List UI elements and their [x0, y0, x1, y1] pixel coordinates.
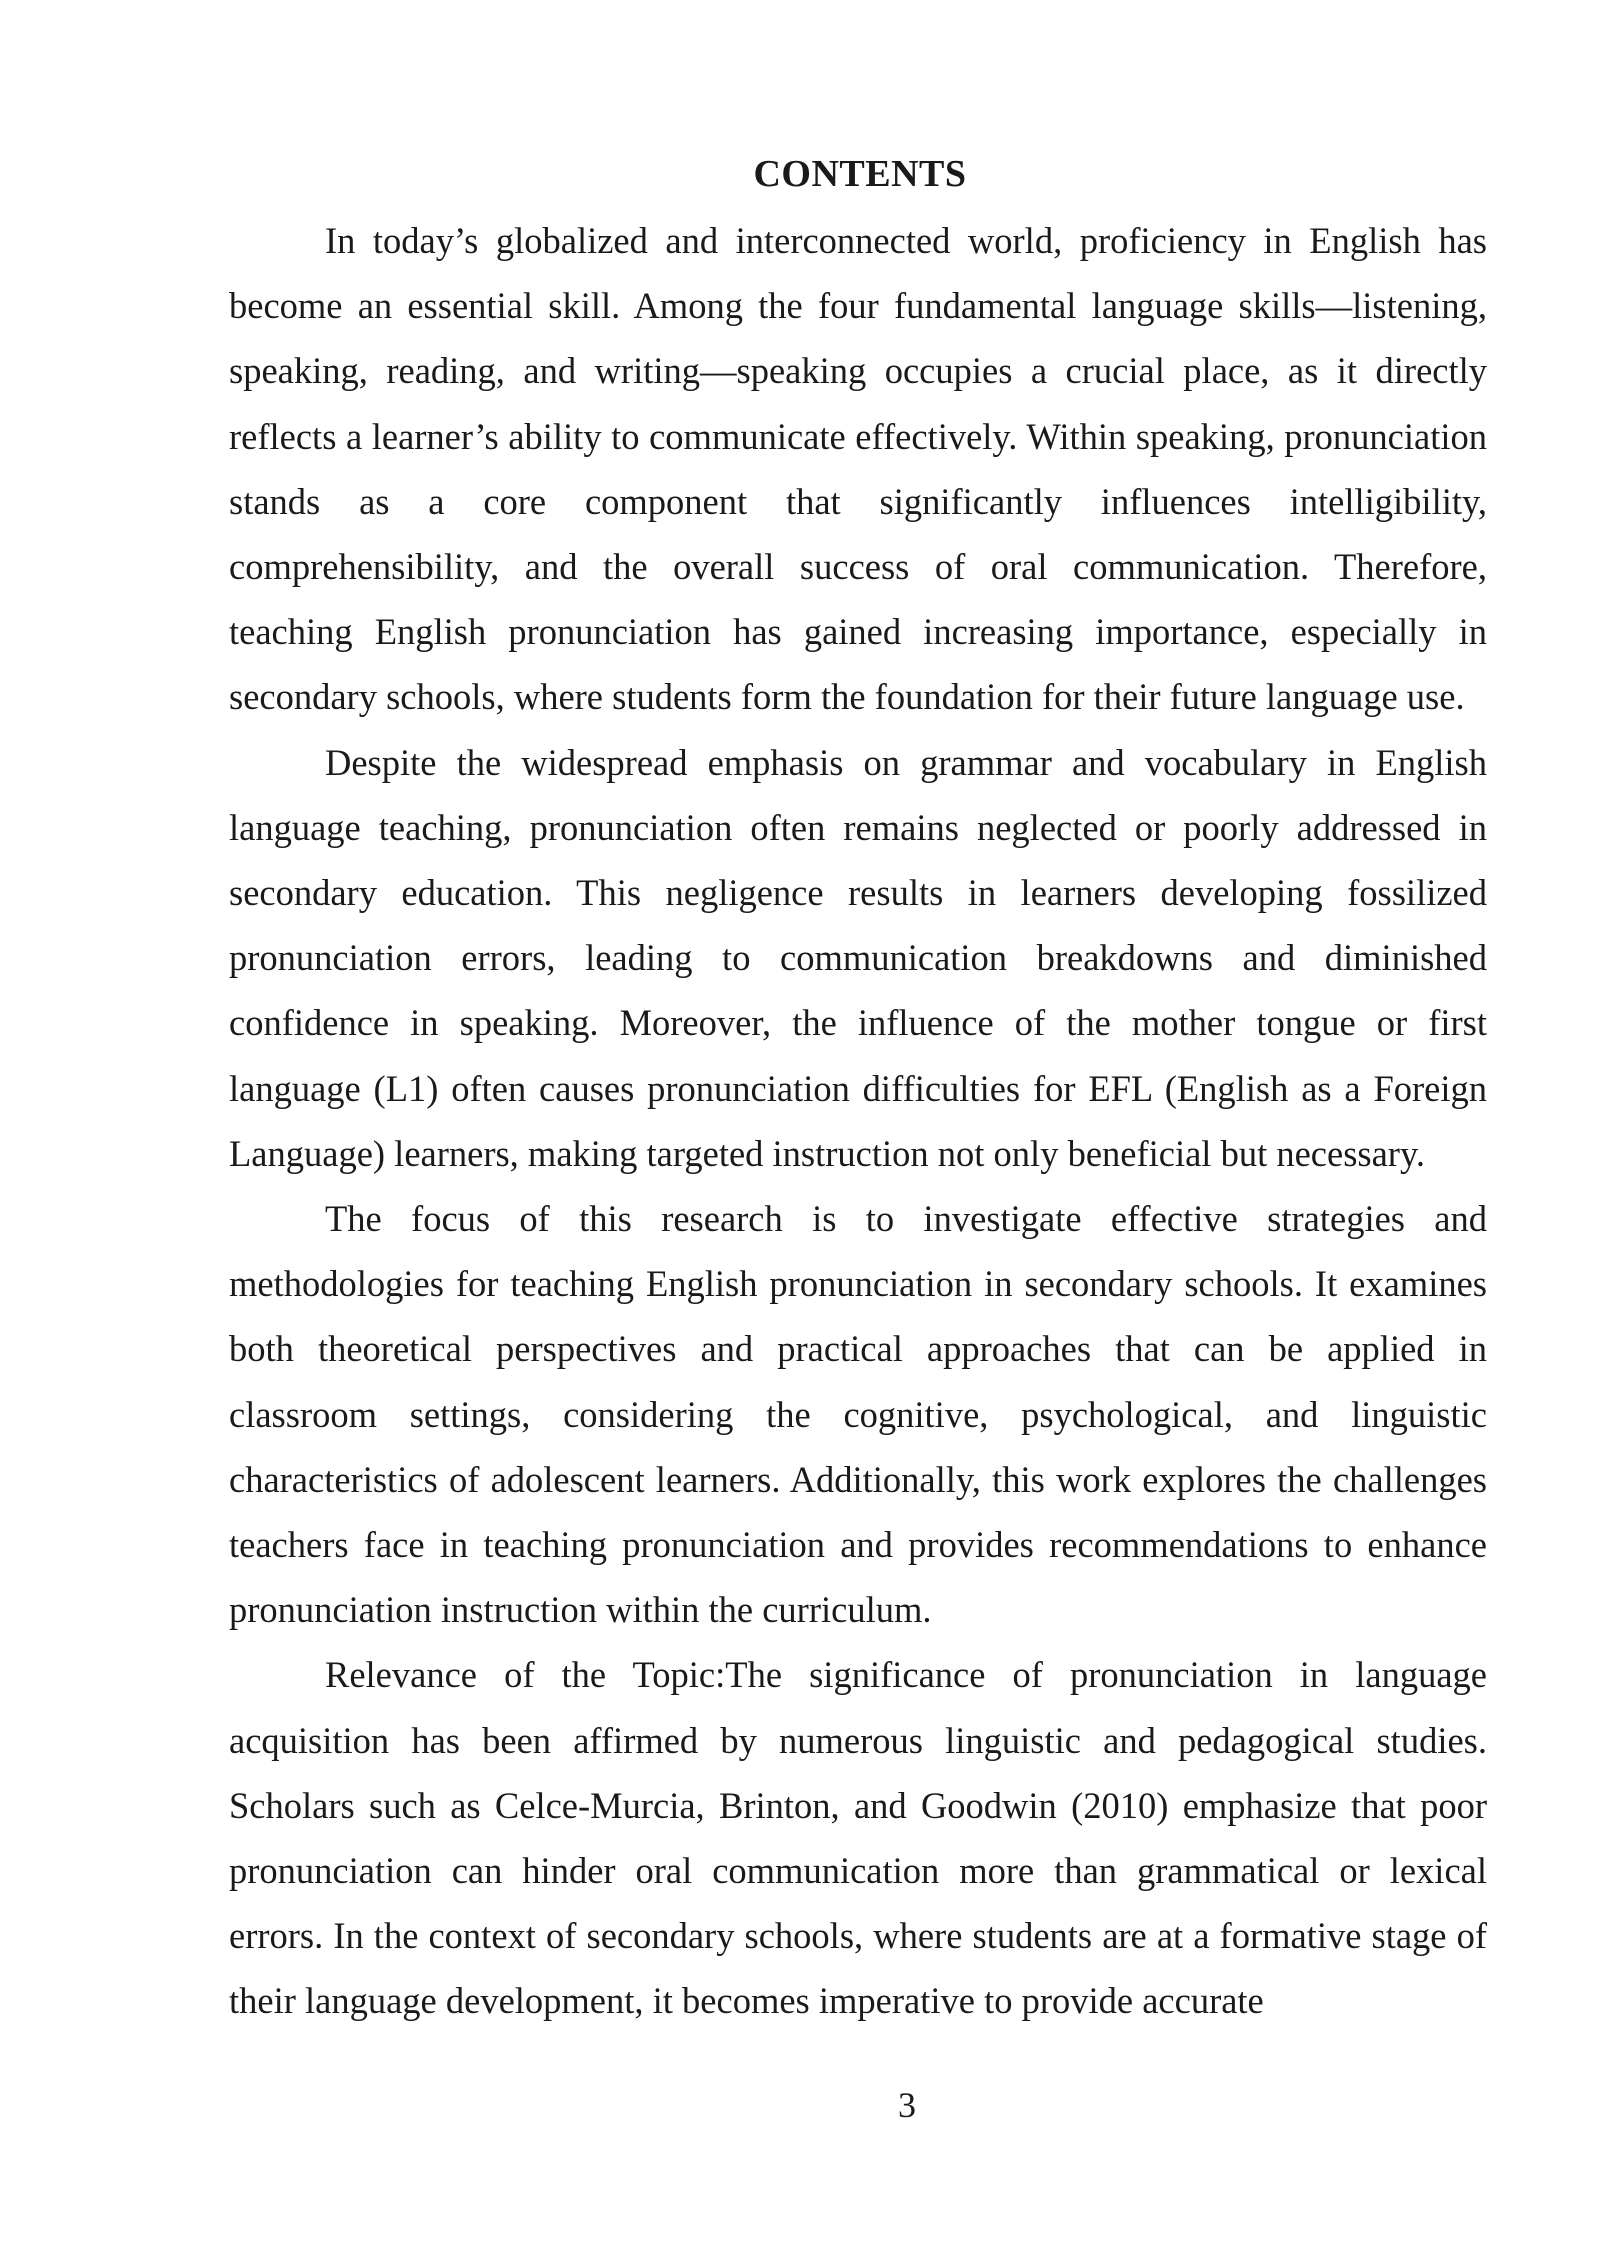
paragraph-introduction: In today’s globalized and interconnected world, proficiency in English has become an essential skill. Among the four fundamental language skills—listening, speaking, reading, and writing—speaking occupies a crucial place, as it directly reflects a learner’s ability to communicate effectively. Within speaking, pronunciation stands as a core component that significantly influences intelligibility, comprehensibility, and the overall success of oral communication. Therefore, teaching English pronunciation has gained increasing importance, especially in secondary schools, where students form the foundation for their future language use. [229, 220, 1487, 718]
paragraph-research-focus: The focus of this research is to investigate effective strategies and methodologies for teaching English pronunciation in secondary schools. It examines both theoretical perspectives and practical approaches that can be applied in classroom settings, considering the cognitive, psychological, and linguistic characteristics of adolescent learners. Additionally, this work explores the challenges teachers face in teaching pronunciation and provides recommendations to enhance pronunciation instruction within the curriculum. [229, 1198, 1487, 1631]
paragraph-relevance: Relevance of the Topic:The significance of pronunciation in language acquisition has been affirmed by numerous linguistic and pedagogical studies. Scholars such as Celce-Murcia, Brinton, and Goodwin (2010) emphasize that poor pronunciation can hinder oral communication more than grammatical or lexical errors. In the context of secondary schools, where students are at a formative stage of their language development, it becomes imperative to provide accurate [229, 1654, 1487, 2022]
body-text [229, 208, 1487, 2034]
page-number: 3 [898, 2085, 916, 2125]
paragraph-neglect: Despite the widespread emphasis on grammar and vocabulary in English language teaching, pronunciation often remains neglected or poorly addressed in secondary education. This negligence results in learners developing fossilized pronunciation errors, leading to communication breakdowns and diminished confidence in speaking. Moreover, the influence of the mother tongue or first language (L1) often causes pronunciation difficulties for EFL (English as a Foreign Language) learners, making targeted instruction not only beneficial but necessary. [229, 741, 1487, 1174]
page-title: CONTENTS [753, 153, 967, 195]
